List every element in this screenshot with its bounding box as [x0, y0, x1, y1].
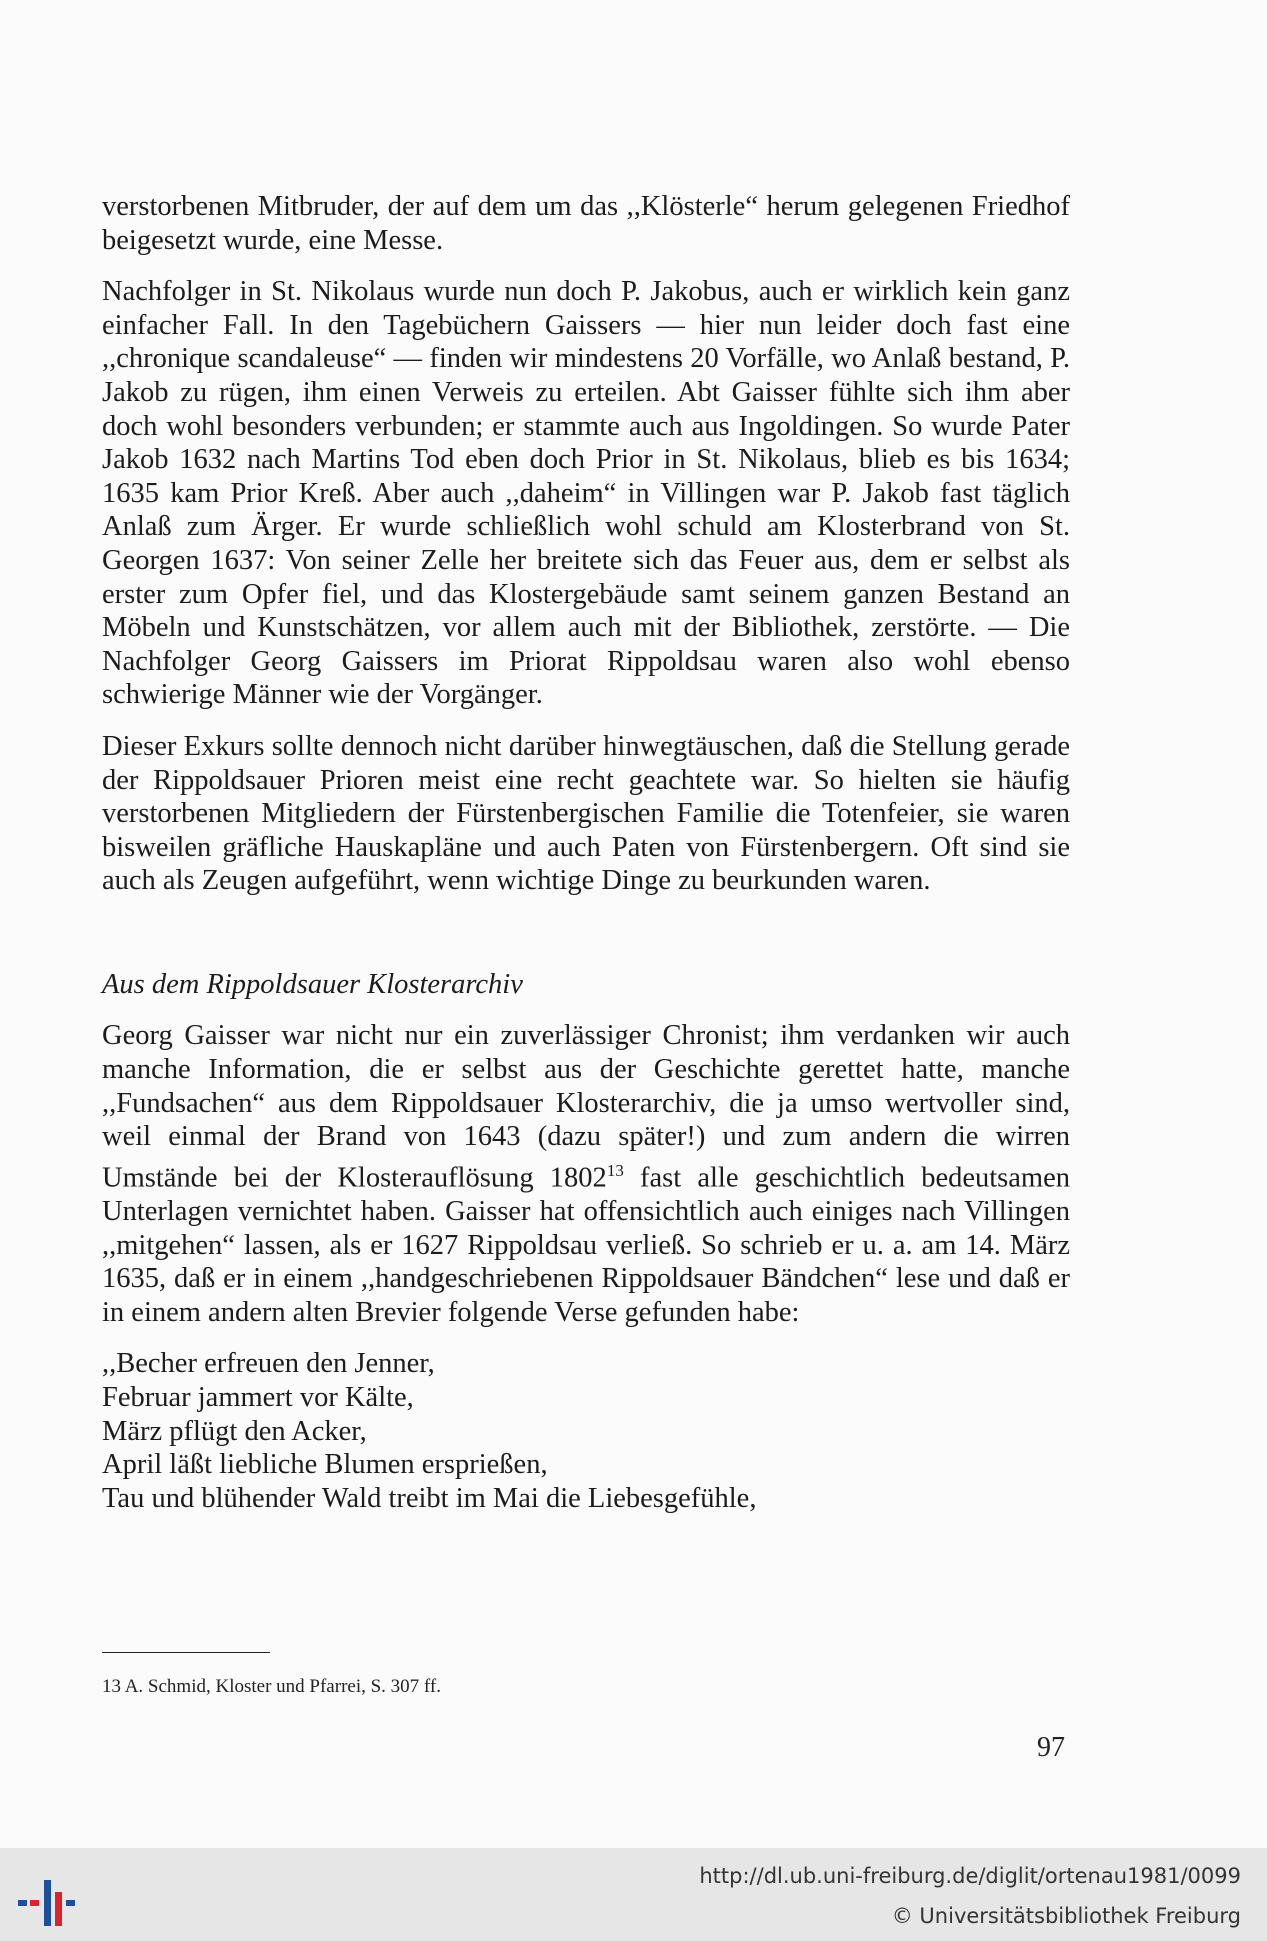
source-link[interactable]: http://dl.ub.uni-freiburg.de/diglit/ortenau1981/0099	[699, 1864, 1241, 1888]
library-logo-icon	[16, 1878, 86, 1928]
paragraph-4-part-2: fast alle geschichtlich bedeutsamen Unterlagen vernichtet haben. Gaisser hat offensichtlich auch einiges nach Villingen ,,mitgehen“ lassen, als er 1627 Rippoldsau verließ. So schrieb er u. a. am 14. März 1635, daß er in einem ,,handgeschriebenen Rippoldsauer Bändchen“ lese und daß er in einem andern alten Brevier folgende Verse gefunden habe:	[102, 1162, 1070, 1328]
section-heading: Aus dem Rippoldsauer Klosterarchiv	[102, 968, 523, 1000]
verse-line: April läßt liebliche Blumen ersprießen,	[102, 1449, 548, 1481]
paragraph-2: Nachfolger in St. Nikolaus wurde nun doch P. Jakobus, auch er wirklich kein ganz einfacher Fall. In den Tagebüchern Gaissers — hier nun leider doch fast eine ,,chronique scandaleuse“ — finden wir mindestens 20 Vorfälle, wo Anlaß bestand, P. Jakob zu rügen, ihm einen Verweis zu erteilen. Abt Gaisser fühlte sich ihm aber doch wohl besonders verbunden; er stammte auch aus Ingoldingen. So wurde Pater Jakob 1632 nach Martins Tod eben doch Prior in St. Nikolaus, blieb es bis 1634; 1635 kam Prior Kreß. Aber auch ,,daheim“ in Villingen war P. Jakob fast täglich Anlaß zum Ärger. Er wurde schließlich wohl schuld am Klosterbrand von St. Georgen 1637: Von seiner Zelle her breitete sich das Feuer aus, dem er selbst als erster zum Opfer fiel, und das Klostergebäude samt seinem ganzen Bestand an Möbeln und Kunstschätzen, vor allem auch mit der Bibliothek, zerstörte. — Die Nachfolger Georg Gaissers im Priorat Rippoldsau waren also wohl ebenso schwierige Männer wie der Vorgänger.	[102, 276, 1070, 711]
page-number: 97	[1037, 1732, 1065, 1763]
paragraph-3: Dieser Exkurs sollte dennoch nicht darüber hinwegtäuschen, daß die Stellung gerade der Rippoldsauer Prioren meist eine recht geachtete war. So hielten sie häufig verstorbenen Mitgliedern der Fürstenbergischen Familie die Totenfeier, sie waren bisweilen gräfliche Hauskapläne und auch Paten von Fürstenbergern. Oft sind sie auch als Zeugen aufgeführt, wenn wichtige Dinge zu beurkunden waren.	[102, 730, 1070, 897]
verse-block	[102, 1347, 1070, 1515]
footer-bar	[0, 1848, 1267, 1941]
footnote-divider	[102, 1652, 270, 1653]
verse-line: März pflügt den Acker,	[102, 1415, 367, 1447]
verse-line: Tau und blühender Wald treibt im Mai die Liebesgefühle,	[102, 1482, 757, 1514]
verse-line: Februar jammert vor Kälte,	[102, 1381, 414, 1413]
body-text	[102, 190, 1070, 1515]
paragraph-4-part-1: Georg Gaisser war nicht nur ein zuverlässiger Chronist; ihm verdanken wir auch manche Information, die er selbst aus der Geschichte gerettet hatte, manche ,,Fundsachen“ aus dem Rippoldsauer Klosterarchiv, die ja umso wertvoller sind, weil einmal der Brand von 1643 (dazu später!) und zum andern die wirren Umstände bei der Klosterauflösung 1802	[102, 1020, 1070, 1194]
verse-line: ,,Becher erfreuen den Jenner,	[102, 1348, 435, 1380]
copyright-text: © Universitätsbibliothek Freiburg	[891, 1904, 1241, 1928]
paragraph-1: verstorbenen Mitbruder, der auf dem um das ,,Klösterle“ herum gelegenen Friedhof beigesetzt wurde, eine Messe.	[102, 191, 1070, 256]
paragraph-4	[102, 1019, 1070, 1329]
footnote-reference: 13	[606, 1160, 624, 1180]
footnote: 13 A. Schmid, Kloster und Pfarrei, S. 307 ff.	[102, 1676, 441, 1697]
